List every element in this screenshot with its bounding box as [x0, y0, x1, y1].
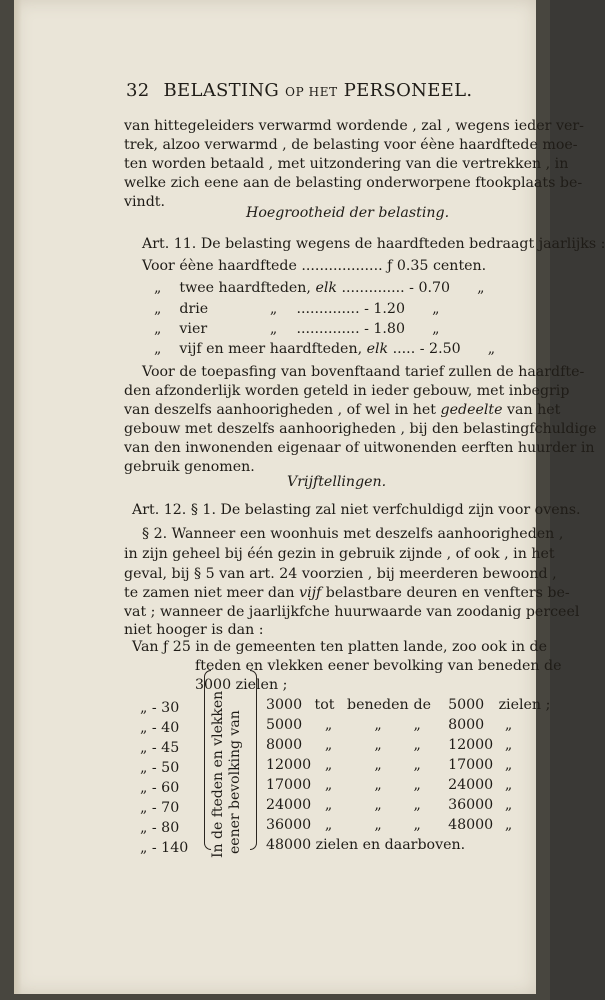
ditto-mark: „ [154, 321, 162, 337]
right-brace [250, 670, 257, 850]
header-title-b: OP HET [285, 85, 338, 99]
tariff-dots: .............. [341, 280, 405, 296]
section-heading: Hoegrootheid der belasting. [246, 205, 450, 221]
pop-from: 8000 [266, 737, 303, 753]
ditto-mark: „ [154, 301, 162, 317]
pop-end: „ [504, 737, 513, 753]
tariff-row [142, 258, 486, 274]
pop-end: „ [504, 757, 513, 773]
vertical-label-block [210, 666, 250, 861]
ditto-mark: „ [154, 341, 162, 357]
tariff-row [154, 280, 484, 296]
ditto-mark: „ [432, 301, 440, 317]
tariff-text: vier [179, 321, 208, 337]
tariff-amount: - 0.70 [409, 280, 451, 296]
art12-line: Van ƒ 25 in de gemeenten ten platten lande, zoo ook in de [132, 639, 547, 655]
tariff-dots: .............. [296, 321, 360, 337]
pop-de: de [413, 697, 432, 713]
pop-end: „ [504, 817, 513, 833]
para1-line: ten worden betaald , met uitzondering van die vertrekken , in [124, 156, 569, 172]
pop-beneden: „ [374, 717, 382, 733]
tariff-text: twee haardfteden, [179, 280, 311, 296]
tariff-amount: - 1.20 [364, 301, 405, 317]
population-row [266, 797, 519, 813]
art12-line: in zijn geheel bij één gezin in gebruik zijnde , of ook , in het [124, 546, 555, 562]
art12-line: geval, bij § 5 van art. 24 voorzien , bij meerderen bewoond , [124, 566, 557, 582]
para1-line: vindt. [124, 194, 165, 210]
para1-line: welke zich eene aan de belasting onderworpene ftookplaats be- [124, 175, 583, 191]
rent-amount: „ - 70 [140, 800, 180, 816]
pop-beneden: „ [374, 737, 382, 753]
pop-from: 17000 [266, 777, 312, 793]
ditto-mark: „ [269, 321, 278, 337]
art12-line: Art. 12. § 1. De belasting zal niet verfchuldigd zijn voor ovens. [132, 502, 581, 518]
pop-end: „ [504, 797, 513, 813]
art12-italic: vijf [299, 585, 322, 601]
art11-intro: Art. 11. De belasting wegens de haardfteden bedraagt jaarlijks : [142, 236, 605, 252]
pop-de: „ [413, 797, 421, 813]
art12-line [124, 585, 570, 601]
tariff-dots: ..... [392, 341, 416, 357]
pop-from: 3000 [266, 697, 303, 713]
pop-from: 36000 [266, 817, 312, 833]
population-last-row: 48000 zielen en daarboven. [266, 837, 466, 853]
art12-text: te zamen niet meer dan [124, 585, 295, 601]
pop-beneden: „ [374, 777, 382, 793]
page-gutter-shadow [14, 0, 22, 994]
pop-tot: „ [324, 797, 333, 813]
para2-line: van den inwonenden eigenaar of uitwonenden eerften huurder in [124, 440, 595, 456]
population-row [266, 717, 519, 733]
tariff-amount: - 1.80 [364, 321, 405, 337]
para2-italic: gedeelte [440, 402, 503, 418]
art12-line: vat ; wanneer de jaarlijkfche huurwaarde van zoodanig perceel [124, 604, 580, 620]
pop-tot: „ [324, 757, 333, 773]
art12-line: fteden en vlekken eener bevolking van beneden de [195, 658, 562, 674]
pop-tot: „ [324, 737, 333, 753]
para2-line: den afzonderlijk worden geteld in ieder gebouw, met inbegrip [124, 383, 570, 399]
art12-line: niet hooger is dan : [124, 622, 264, 638]
pop-tot: „ [324, 817, 333, 833]
ditto-mark: „ [487, 341, 496, 357]
pop-beneden: „ [374, 757, 382, 773]
population-row [266, 737, 519, 753]
para2-text: van deszelfs aanhoorigheden , of wel in het [124, 402, 436, 418]
vertical-label: In de fteden en vlekken [210, 690, 226, 858]
pop-to: 17000 [448, 757, 494, 773]
tariff-row [154, 341, 495, 357]
pop-tot: tot [314, 697, 335, 713]
para2-line: Voor de toepasfing van bovenftaand tarief zullen de haardfte- [142, 364, 585, 380]
rent-amount: „ - 50 [140, 760, 180, 776]
para2-line: gebouw met deszelfs aanhoorigheden , bij den belastingfchuldige [124, 421, 597, 437]
tariff-each: elk [366, 341, 389, 357]
tariff-row [154, 301, 439, 317]
tariff-amount: ƒ 0.35 centen. [387, 258, 487, 274]
art12-line: § 2. Wanneer een woonhuis met deszelfs aanhoorigheden , [142, 526, 564, 542]
pop-from: 12000 [266, 757, 312, 773]
pop-end: „ [504, 777, 513, 793]
para1-line: trek, alzoo verwarmd , de belasting voor éène haardftede moe- [124, 137, 578, 153]
pop-end: zielen ; [498, 697, 551, 713]
vertical-label: eener bevolking van [227, 710, 243, 854]
para2-line: gebruik genomen. [124, 459, 255, 475]
pop-beneden: „ [374, 817, 382, 833]
section-heading: Vrijftellingen. [287, 474, 387, 490]
tariff-each: elk [315, 280, 337, 296]
para2-text: van het [507, 402, 561, 418]
para1-line: van hittegeleiders verwarmd wordende , zal , wegens ieder ver- [124, 118, 584, 134]
pop-de: „ [413, 777, 421, 793]
tariff-row [154, 321, 439, 337]
ditto-mark: „ [477, 280, 485, 296]
pop-to: 48000 [448, 817, 494, 833]
pop-de: „ [413, 717, 421, 733]
page-number: 32 [126, 80, 150, 101]
ditto-mark: „ [154, 280, 162, 296]
pop-from: 24000 [266, 797, 312, 813]
rent-amount: „ - 80 [140, 820, 180, 836]
pop-de: „ [413, 737, 421, 753]
tariff-text: Voor éène haardftede .................. [142, 258, 383, 274]
pop-beneden: beneden [347, 697, 409, 713]
tariff-text: vijf en meer haardfteden, [179, 341, 363, 357]
rent-amount: „ - 140 [140, 840, 189, 856]
art12-text: belastbare deuren en venfters be- [325, 585, 570, 601]
pop-de: „ [413, 757, 421, 773]
pop-beneden: „ [374, 797, 382, 813]
population-row [266, 757, 519, 773]
tariff-text: drie [179, 301, 209, 317]
para2-line [124, 402, 560, 418]
pop-to: 36000 [448, 797, 494, 813]
pop-end: „ [504, 717, 513, 733]
book-page [14, 0, 605, 994]
pop-tot: „ [324, 777, 333, 793]
ditto-mark: „ [432, 321, 440, 337]
pop-to: 5000 [448, 697, 485, 713]
population-row [266, 777, 519, 793]
pop-de: „ [413, 817, 421, 833]
population-row [266, 697, 550, 713]
rent-amount: „ - 60 [140, 780, 180, 796]
pop-to: 12000 [448, 737, 494, 753]
pop-tot: „ [324, 717, 333, 733]
art12-line: 3000 zielen ; [195, 677, 288, 693]
running-header [126, 80, 476, 101]
header-title-c: PERSONEEL. [343, 80, 473, 101]
pop-to: 8000 [448, 717, 485, 733]
rent-amount: „ - 30 [140, 700, 180, 716]
ditto-mark: „ [269, 301, 278, 317]
tariff-amount: - 2.50 [419, 341, 461, 357]
pop-to: 24000 [448, 777, 494, 793]
rent-amount: „ - 45 [140, 740, 180, 756]
tariff-dots: .............. [296, 301, 360, 317]
population-row [266, 817, 519, 833]
pop-from: 5000 [266, 717, 303, 733]
rent-amount: „ - 40 [140, 720, 180, 736]
header-title-a: BELASTING [163, 80, 280, 101]
